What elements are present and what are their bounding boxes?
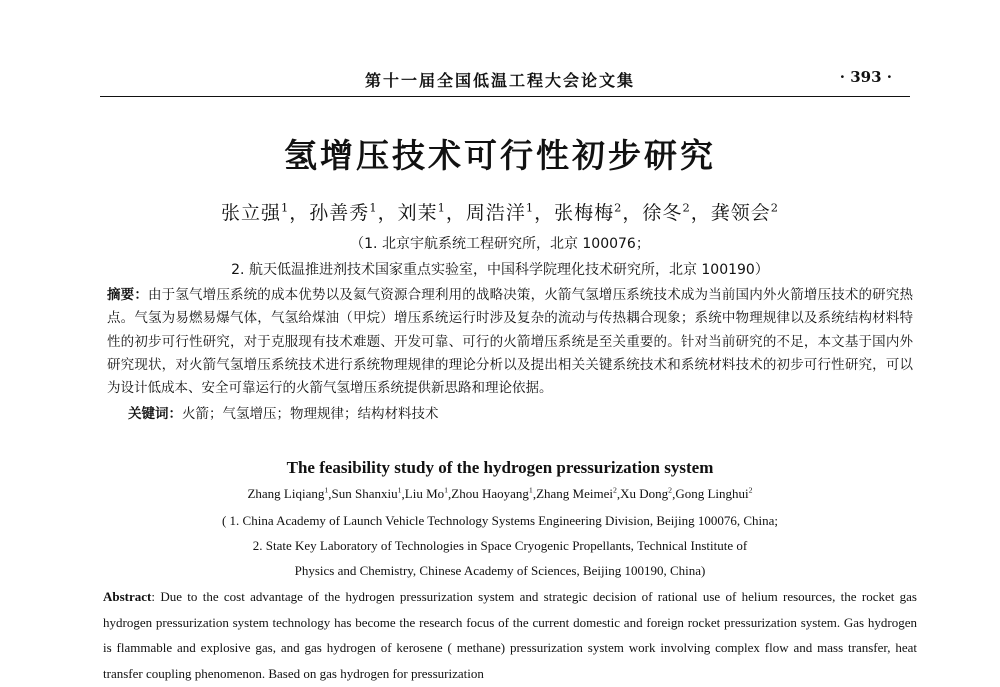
abstract-en-text: : Due to the cost advantage of the hydrogen pressurization system and strategic decision of rational use of helium resources, the rocket gas hydrogen pressurization system technology has become the research focus of the current domestic and foreign rocket pressurization system. Gas hydrogen is flammable and explosive gas, and gas hydrogen of kerosene ( methane) pressurization system work involving complex flow and mass transfer, heat transfer coupling phenomenon. Based on gas hydrogen for pressurization xyxy=(103,589,917,681)
author-list-en: Zhang Liqiang$^1$,Sun Shanxiu$^1$,Liu Mo$^1$,Zhou Haoyang$^1$,Zhang Meimei$^2$,Xu Dong$^2$,Gong Linghui$^2$ xyxy=(247,486,753,502)
journal-name: 第十一届全国低温工程大会论文集 xyxy=(364,71,635,90)
abstract-cn-text: 由于氢气增压系统的成本优势以及氦气资源合理利用的战略决策，火箭气氢增压系统技术成为当前国内外火箭增压技术的研究热点。气氢为易燃易爆气体，气氢给煤油（甲烷）增压系统运行时涉及复杂的流动与传热耦合现象；系统中物理规律以及系统结构材料特性的初步可行性研究，对于克服现有技术难题、开发可靠、可行的火箭增压系统是至关重要的。针对当前研究的不足，本文基于国内外研究现状，对火箭气氢增压系统技术进行系统物理规律的理论分析以及提出相关关键系统技术和系统材料技术的初步可行性研究，可以为设计低成本、安全可靠运行的火箭气氢增压系统提供新思路和理论依据。 xyxy=(107,287,914,397)
author-cn: 周浩洋$^1$ xyxy=(465,200,535,224)
author-en: Zhang Liqiang$^1$ xyxy=(247,486,329,502)
author-en: Sun Shanxiu$^1$ xyxy=(331,486,402,502)
author-cn: 徐冬$^2$ xyxy=(642,200,691,224)
author-cn: 龚领会$^2$ xyxy=(710,200,779,224)
author-en: Zhou Haoyang$^1$ xyxy=(451,486,533,502)
keywords-cn-label: 关键词： xyxy=(128,406,182,422)
paper-title-cn: 氢增压技术可行性初步研究 xyxy=(284,136,716,175)
affiliation-en-2: 2. State Key Laboratory of Technologies in Space Cryogenic Propellants, Technical Institute of xyxy=(252,538,748,553)
author-cn: 孙善秀$^1$ xyxy=(309,200,378,224)
author-en: Gong Linghui$^2$ xyxy=(675,486,753,502)
abstract-en-label: Abstract xyxy=(103,589,152,604)
running-header xyxy=(100,60,900,96)
author-cn: 张立强$^1$ xyxy=(221,200,290,224)
author-cn: 张梅梅$^2$ xyxy=(554,200,623,224)
affiliation-cn-1: （1. 北京宇航系统工程研究所，北京 100076； xyxy=(350,236,650,252)
author-en: Liu Mo$^1$ xyxy=(404,486,449,502)
author-en: Xu Dong$^2$ xyxy=(620,486,673,502)
page-number: · 393 · xyxy=(839,68,892,86)
paper-title-en: The feasibility study of the hydrogen pressurization system xyxy=(286,458,714,477)
author-cn: 刘茉$^1$ xyxy=(397,200,446,224)
abstract-en xyxy=(103,584,917,686)
keywords-cn xyxy=(128,402,908,422)
author-en: Zhang Meimei$^2$ xyxy=(536,486,617,502)
header-rule xyxy=(100,96,910,97)
affiliation-en-1: ( 1. China Academy of Launch Vehicle Technology Systems Engineering Division, Beijing 100076, China; xyxy=(221,513,779,528)
affiliation-en-3: Physics and Chemistry, Chinese Academy of Sciences, Beijing 100190, China) xyxy=(294,563,706,578)
keywords-cn-text: 火箭；气氢增压；物理规律；结构材料技术 xyxy=(182,406,439,422)
abstract-cn xyxy=(107,284,913,400)
author-list-cn: 张立强$^1$，孙善秀$^1$，刘茉$^1$，周浩洋$^1$，张梅梅$^2$，徐冬$^2$，龚领会$^2$ xyxy=(221,200,779,224)
affiliation-cn-2: 2. 航天低温推进剂技术国家重点实验室，中国科学院理化技术研究所，北京 100190） xyxy=(231,262,769,278)
abstract-cn-label: 摘要： xyxy=(107,287,148,303)
